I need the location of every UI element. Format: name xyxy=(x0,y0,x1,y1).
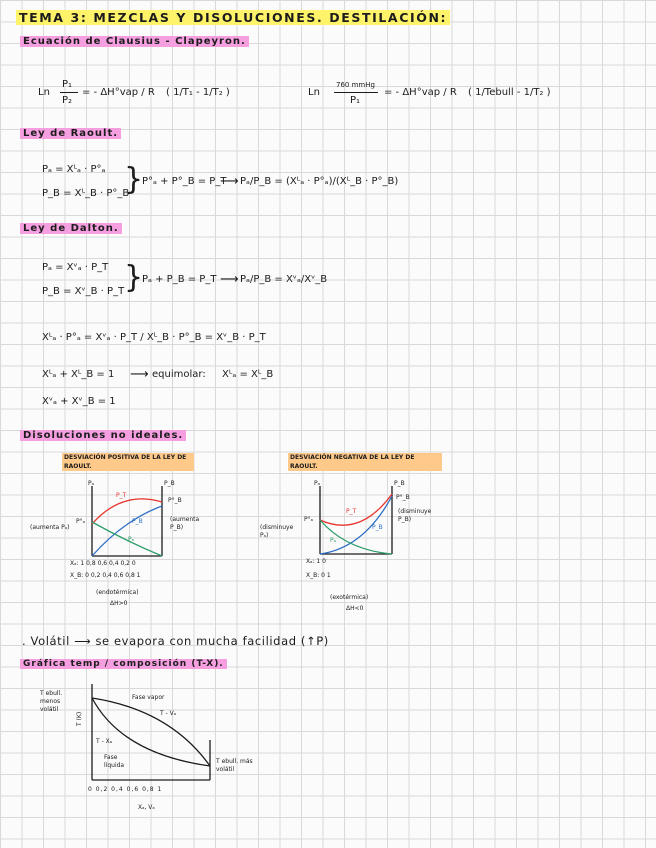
equimolar-arrow: ⟶ xyxy=(130,367,149,382)
pos-pb-top: P_B xyxy=(164,480,175,487)
neg-pt-label: P_T xyxy=(346,508,357,515)
pos-right-note: (aumenta P_B) xyxy=(170,516,200,531)
raoult-eq-a: Pₐ = Xᴸₐ · P°ₐ xyxy=(42,164,106,175)
dalton-eq-a: Pₐ = Xᵛₐ · P_T xyxy=(42,262,109,273)
cc1-paren: ( 1/T₁ - 1/T₂ ) xyxy=(166,87,230,98)
section-clausius: Ecuación de Clausius - Clapeyron. xyxy=(20,36,249,47)
raoult-brace: } xyxy=(124,162,144,197)
pos-pt-label: P_T xyxy=(116,492,127,499)
raoult-sum: P°ₐ + P°_B = P_T xyxy=(142,176,227,187)
dalton-arrow: ⟶ xyxy=(220,272,239,287)
dalton-eq-b: P_B = Xᵛ_B · P_T xyxy=(42,286,125,297)
section-raoult: Ley de Raoult. xyxy=(20,128,121,139)
raoult-arrow: ⟶ xyxy=(220,174,239,189)
pos-left-note: (aumenta Pₐ) xyxy=(30,524,70,531)
neg-xb-row: X_B: 0 1 xyxy=(306,572,331,579)
pos-pa-label: Pₐ xyxy=(128,536,134,543)
cc1-den: P₂ xyxy=(62,95,73,106)
pos-pa-curve xyxy=(92,522,162,556)
pos-pt-curve xyxy=(92,499,162,524)
tx-t-left: T ebull. menos volátil xyxy=(40,690,63,713)
raoult-ratio: Pₐ/P_B = (Xᴸₐ · P°ₐ)/(Xᴸ_B · P°_B) xyxy=(240,176,399,187)
cc2-mid: = - ΔH°vap / R xyxy=(384,87,457,98)
tx-ylabel: T (K) xyxy=(76,711,83,726)
cc2-paren: ( 1/Tebull - 1/T₂ ) xyxy=(468,87,551,98)
pos-pa-top: Pₐ xyxy=(88,480,94,487)
tx-tl: T - Xₐ xyxy=(96,738,113,745)
volatil-note: . Volátil ⟶ se evapora con mucha facilidad (↑P) xyxy=(22,634,329,648)
cc1-num: P₁ xyxy=(62,79,73,90)
desv-neg-title: DESVIACIÓN NEGATIVA DE LA LEY DE RAOULT. xyxy=(288,453,442,471)
section-grafica: Gráfica temp / composición (T-X). xyxy=(20,659,227,669)
pos-pa0: P°ₐ xyxy=(76,518,85,525)
cc2-den: P₁ xyxy=(350,95,361,106)
equimolar-label: equimolar: xyxy=(152,369,206,380)
dalton-ratio: Pₐ/P_B = Xᵛₐ/Xᵛ_B xyxy=(240,274,328,285)
pos-xb-row: X_B: 0 0,2 0,4 0,6 0,8 1 xyxy=(70,572,141,579)
page-title: TEMA 3: MEZCLAS Y DISOLUCIONES. DESTILACIÓN: xyxy=(16,10,450,25)
dalton-sum: Pₐ + P_B = P_T xyxy=(142,274,217,285)
cc2-fraction-bar xyxy=(334,92,378,93)
section-dalton: Ley de Dalton. xyxy=(20,223,122,234)
neg-pb0: P°_B xyxy=(396,494,410,501)
cc1-fraction-bar xyxy=(60,92,78,93)
neg-foot2: ΔH<0 xyxy=(346,605,364,612)
combined-eq: Xᴸₐ · P°ₐ = Xᵛₐ · P_T / Xᴸ_B · P°_B = Xᵛ_B · P_T xyxy=(42,332,266,343)
pos-pb0: P°_B xyxy=(168,497,182,504)
neg-pb-top: P_B xyxy=(394,480,405,487)
tx-xlabel: Xₐ, Vₐ xyxy=(138,804,155,811)
tx-t-right: T ebull. más volátil xyxy=(216,758,253,773)
sum-liquid-eq: Xᴸₐ + Xᴸ_B = 1 xyxy=(42,369,115,380)
desv-pos-title: DESVIACIÓN POSITIVA DE LA LEY DE RAOULT. xyxy=(62,453,194,471)
tx-fase-liquida: Fase líquida xyxy=(104,754,125,769)
neg-pb-label: P_B xyxy=(372,524,383,531)
raoult-eq-b: P_B = Xᴸ_B · P°_B xyxy=(42,188,130,199)
sum-vapor-eq: Xᵛₐ + Xᵛ_B = 1 xyxy=(42,396,116,407)
tx-ticks: 0 0,2 0,4 0,6 0,8 1 xyxy=(88,786,163,793)
neg-pa-top: Pₐ xyxy=(314,480,320,487)
equimolar-relation: Xᴸₐ = Xᴸ_B xyxy=(222,369,274,380)
neg-xa-row: Xₐ: 1 0 xyxy=(306,558,326,565)
neg-right-note: (disminuye P_B) xyxy=(398,508,432,523)
cc1-mid: = - ΔH°vap / R xyxy=(82,87,155,98)
pos-pb-label: P_B xyxy=(132,518,143,525)
pos-foot2: ΔH>0 xyxy=(110,600,128,607)
neg-pa0: P°ₐ xyxy=(304,516,313,523)
neg-left-note: (disminuye Pₐ) xyxy=(260,524,294,539)
cc2-ln: Ln xyxy=(308,87,320,98)
neg-pa-label: Pₐ xyxy=(330,537,336,544)
tx-tv: T - Vₐ xyxy=(160,710,177,717)
pos-foot1: (endotérmica) xyxy=(96,589,139,596)
section-no-ideales: Disoluciones no ideales. xyxy=(20,430,186,441)
cc1-ln: Ln xyxy=(38,87,50,98)
dalton-brace: } xyxy=(124,260,144,295)
tx-fase-vapor: Fase vapor xyxy=(132,694,165,701)
cc2-num: 760 mmHg xyxy=(336,81,375,89)
pos-xa-row: Xₐ: 1 0,8 0,6 0,4 0,2 0 xyxy=(70,560,136,567)
neg-foot1: (exotérmica) xyxy=(330,594,369,601)
